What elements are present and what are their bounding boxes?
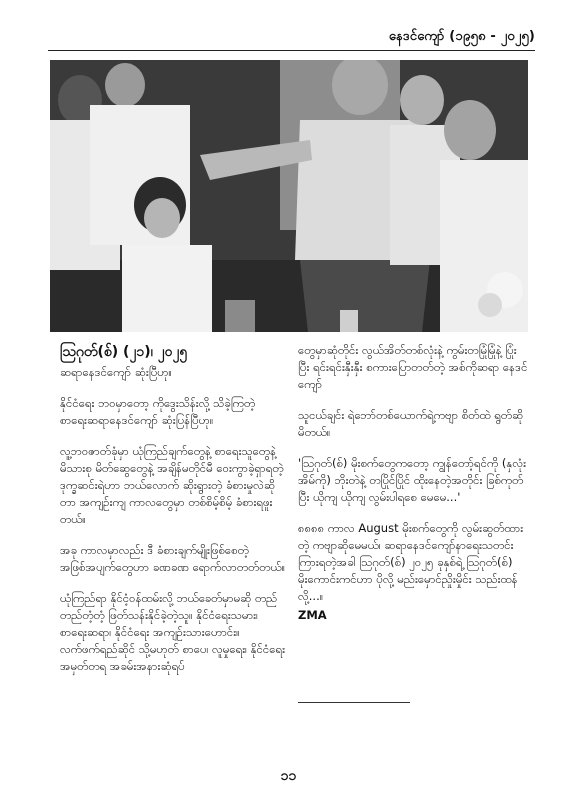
page-number: ၁၁ xyxy=(280,768,297,784)
paragraph: လူ့ဘဝဇာတ်ခုံမှာ ယုံကြည်ချက်တွေနဲ့ စာရေးသူတွေနဲ့ မိသားစု မိတ်ဆွေတွေနဲ့ အချိန်မတိုင်မီ ဝေးကွာခဲ့ရှာရတဲ့ ဒုက္ခဆင်းရဲဟာ ဘယ်လောက် ဆိုးရွားတဲ့ ခံစားမှုလဲဆိုတာ အကျဉ်းကျ ကာလတွေမှာ တစ်စိမ့်စိမ့် ခံစားရဖူးတယ်။ xyxy=(60,444,284,526)
paragraph: တွေမှာဆုံတိုင်း လွယ်အိတ်တစ်လုံးနဲ့ ကွမ်းတမြုံမြုံနဲ့ ပြုံးပြီး ရင်းရင်းနှီးနှီး စကားပြောတတ်တဲ့ အစ်ကိုဆရာ နေဒင်ကျော် xyxy=(298,343,528,391)
author-signature: ZMA xyxy=(298,608,327,622)
photo-illustration xyxy=(50,60,528,332)
subheading: ဆရာနေဒင်ကျော် ဆုံးပြီဟု။ xyxy=(60,365,172,379)
signature-rule xyxy=(298,702,410,703)
paragraph: ယုံကြည်ရာ နိုင်ငံ့ဝန်ထမ်းလို့ ဘယ်ခေတ်မှာမဆို တည်တည်တံ့တံ့ ဖြတ်သန်းနိုင်ခဲ့တဲ့သူ။ နိုင်ငံရေးသမား၊ စာရေးဆရာ၊ နိုင်ငံရေး အကျဉ်းသားဟောင်း။ လက်ဖက်ရည်ဆိုင် သို့မဟုတ် စာပေ၊ လူမှုရေး၊ နိုင်ငံရေး အမှတ်တရ အခမ်းအနားဆုံရပ် xyxy=(60,591,286,673)
paragraph: နိုင်ငံရေး ဘဝမှာတော့ ကိုဒွေးသိန်းလို့ သိခဲ့ကြတဲ့ စာရေးဆရာနေဒင်ကျော် ဆုံးပြန်ပြီဟု။ xyxy=(60,396,256,427)
paragraph: သူငယ်ချင်း ရဲဘော်တစ်ယောက်ရဲ့ကဗျာ စိတ်ထဲ ရွတ်ဆိုမိတယ်။ xyxy=(298,408,524,439)
right-column xyxy=(298,342,528,638)
date-heading: ဩဂုတ်(စ်) (၂၁)၊ ၂၀၂၅ xyxy=(60,344,188,360)
group-photo xyxy=(50,60,528,332)
poem-quote: 'ဩဂုတ်(စ်) မိုးစက်တွေကတော့ ကျွန်တော့်ရင်ကို (နှလုံးအိမ်ကို) ဘိုးတဲနဲ့ တပြိုင်ပြိုင် ထိုးနေတဲ့အတိုင်း ခြစ်ကုတ်ပြီး ယိုကျ ယိုကျ လွမ်းပါရစေ မေမေ...' xyxy=(298,456,527,504)
running-header: နေဒင်ကျော် (၁၉၅၈ - ၂၀၂၅) xyxy=(388,29,535,44)
header-rule xyxy=(48,50,535,51)
paragraph: အခု ကာလမှာလည်း ဒီ ခံစားချက်မျိုးဖြစ်စေတဲ့ အဖြစ်အပျက်တွေဟာ ခဏခဏ ရောက်လာတတ်တယ်။ xyxy=(60,543,286,574)
left-column xyxy=(60,342,286,689)
paragraph: ၈၈၈၈ ကာလ August မိုးစက်တွေကို လွမ်းဆွတ်ထားတဲ့ ကဗျာဆိုမေမယ်၊ ဆရာနေဒင်ကျော်နာရေးသတင်း ကြားရတဲ့အခါ ဩဂုတ်(စ်) ၂၀၂၅ ခုနှစ်ရဲ့ ဩဂုတ်(စ်) မိုးကောင်းကင်ဟာ ပိုလို့ မည်းမှောင်ညှိုးမှိုင်း သည်းထန်လို့...။ xyxy=(298,521,524,603)
